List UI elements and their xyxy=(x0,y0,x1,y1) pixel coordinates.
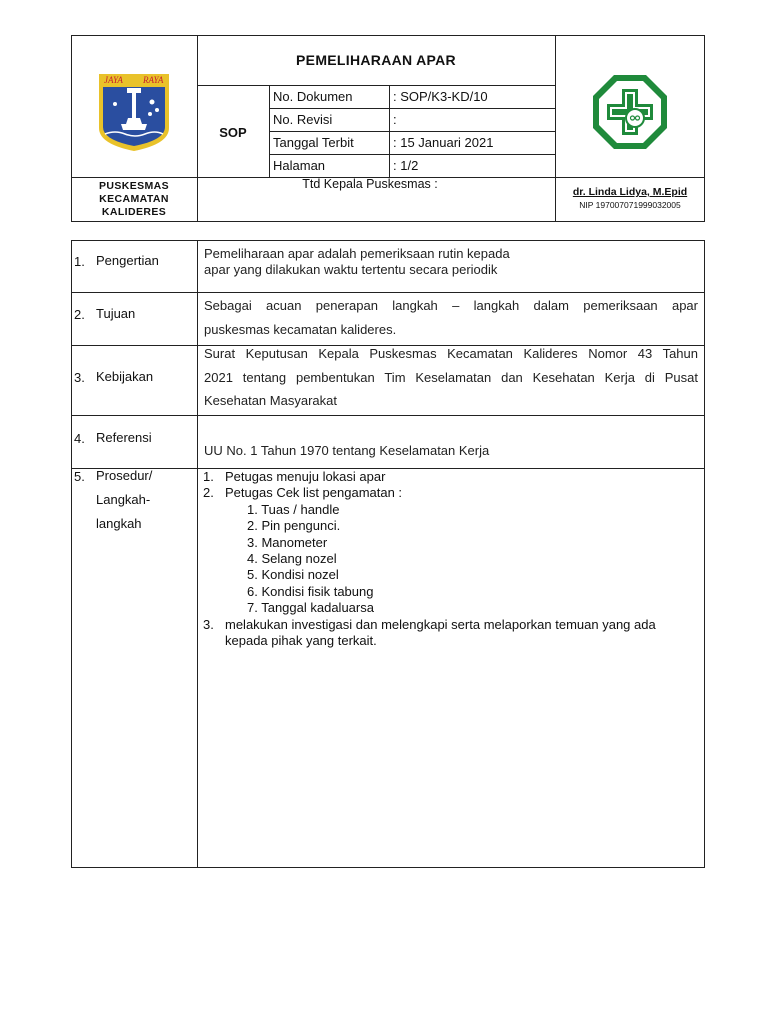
text-line: puskesmas kecamatan kalideres. xyxy=(204,322,397,337)
field-value-revision: : xyxy=(393,112,397,127)
list-item: 5. Kondisi nozel xyxy=(247,567,339,583)
signer-nip: NIP 197007071999032005 xyxy=(579,200,681,210)
section-label-referensi: Referensi xyxy=(96,430,152,445)
label-line: Langkah- xyxy=(96,492,151,507)
list-item: 4. Selang nozel xyxy=(247,551,337,567)
section-text-pengertian xyxy=(204,246,510,277)
list-item: 3. melakukan investigasi dan melengkapi serta melaporkan temuan yang ada xyxy=(203,616,656,632)
list-item: 1. Tuas / handle xyxy=(247,501,340,517)
signer-name: dr. Linda Lidya, M.Epid xyxy=(572,186,688,198)
text-line: apar yang dilakukan waktu tertentu secara periodik xyxy=(204,261,498,277)
text-line: Sebagai acuan penerapan langkah – langkah dalam pemeriksaan apar xyxy=(204,298,698,313)
section-number: 4. xyxy=(74,431,85,446)
section-text-kebijakan xyxy=(204,342,698,413)
field-value-doc-number: : SOP/K3-KD/10 xyxy=(393,89,488,104)
text-line: Surat Keputusan Kepala Puskesmas Kecamatan Kalideres Nomor 43 Tahun xyxy=(204,346,698,361)
header-divider xyxy=(269,131,555,132)
svg-text:JAYA: JAYA xyxy=(104,75,123,85)
field-value-issue-date: : 15 Januari 2021 xyxy=(393,135,494,150)
list-item: 7. Tanggal kadaluarsa xyxy=(247,600,374,616)
field-label-doc-number: No. Dokumen xyxy=(273,89,353,104)
section-number: 1. xyxy=(74,254,85,269)
section-label-tujuan: Tujuan xyxy=(96,306,136,321)
jaya-raya-crest-logo xyxy=(95,72,173,152)
body-divider xyxy=(71,415,705,416)
section-label-kebijakan: Kebijakan xyxy=(96,369,154,384)
body-divider xyxy=(197,240,198,868)
section-number: 2. xyxy=(74,307,85,322)
section-number: 3. xyxy=(74,370,85,385)
field-label-page: Halaman xyxy=(273,158,326,173)
header-divider xyxy=(269,108,555,109)
text-line: 2021 tentang pembentukan Tim Keselamatan dan Kesehatan Kerja di Pusat xyxy=(204,369,698,385)
field-label-issue-date: Tanggal Terbit xyxy=(273,135,354,150)
header-divider xyxy=(269,154,555,155)
field-label-revision: No. Revisi xyxy=(273,112,333,127)
puskesmas-logo xyxy=(591,72,669,152)
institution-line: KALIDERES xyxy=(101,206,167,218)
signer-block xyxy=(556,186,704,210)
document-title: PEMELIHARAAN APAR xyxy=(296,52,456,68)
list-item: kepada pihak yang terkait. xyxy=(225,633,377,649)
list-item: 2. Pin pengunci. xyxy=(247,518,341,534)
label-line: langkah xyxy=(96,516,142,531)
institution-line: PUSKESMAS xyxy=(98,180,170,192)
section-text-referensi: UU No. 1 Tahun 1970 tentang Keselamatan Kerja xyxy=(204,443,490,458)
svg-text:RAYA: RAYA xyxy=(143,75,164,85)
field-value-page: : 1/2 xyxy=(393,158,419,173)
body-divider xyxy=(71,292,705,293)
section-label-prosedur xyxy=(96,464,152,536)
procedure-steps xyxy=(203,469,656,649)
text-line: Kesehatan Masyarakat xyxy=(204,393,337,408)
signature-label: Ttd Kepala Puskesmas : xyxy=(302,177,438,191)
list-item: 1. Petugas menuju lokasi apar xyxy=(203,469,386,484)
list-item: 6. Kondisi fisik tabung xyxy=(247,583,374,599)
text-line: Pemeliharaan apar adalah pemeriksaan rutin kepada xyxy=(204,246,510,261)
section-number: 5. xyxy=(74,469,85,484)
section-label-pengertian: Pengertian xyxy=(96,253,159,268)
institution-name xyxy=(72,180,196,219)
section-text-tujuan xyxy=(204,294,698,342)
institution-line: KECAMATAN xyxy=(99,193,169,205)
list-item: 3. Manometer xyxy=(247,534,328,550)
list-item: 2. Petugas Cek list pengamatan : xyxy=(203,485,403,501)
label-line: Prosedur/ xyxy=(96,468,153,483)
sop-label: SOP xyxy=(219,124,247,140)
